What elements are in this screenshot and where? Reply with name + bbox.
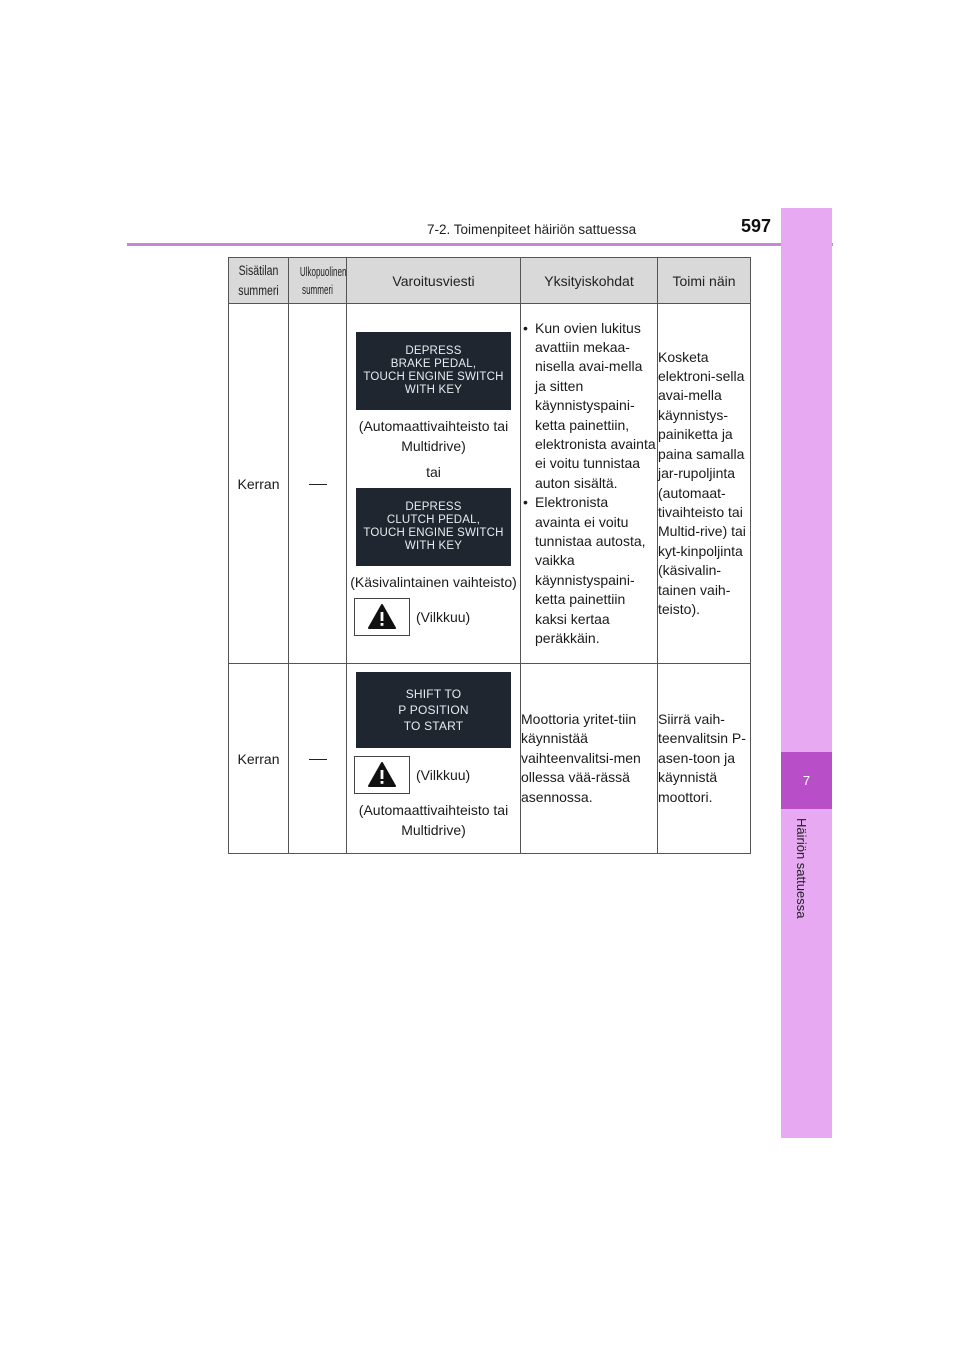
details-item: • Kun ovien lukitus avattiin mekaa-nisella avai-mella ja sitten käynnistyspaini-ketta painettiin, elektronista avainta ei voitu tunnistaa auton sisältä. <box>521 319 657 494</box>
or-text: tai <box>426 463 441 480</box>
display-message-shift <box>356 672 511 748</box>
display-line: P POSITION <box>398 702 469 717</box>
warning-triangle-icon <box>354 598 410 636</box>
header-exterior-buzzer <box>289 258 347 304</box>
action-cell <box>658 304 751 664</box>
header-action: Toimi näin <box>658 258 751 304</box>
action-text: Kosketa elektroni-sella avai-mella käynnistys-painiketta ja paina samalla jar-rupoljinta (automaat-tivaihteisto tai Multid-rive) tai kyt-kinpoljinta (käsivalin-tainen vaih-teisto). <box>658 348 746 617</box>
details-text: Moottoria yritet-tiin käynnistää vaihteenvalitsi-men ollessa vää-rässä asennossa. <box>521 710 641 805</box>
action-text: Siirrä vaih-teenvalitsin P-asen-toon ja käynnistä moottori. <box>658 710 746 805</box>
display-line: DEPRESS <box>405 500 462 513</box>
header-exterior-buzzer-line2: summeri <box>302 281 333 297</box>
table-header-row <box>229 258 751 304</box>
message-cell <box>347 664 521 854</box>
chapter-number-box <box>781 752 832 809</box>
warning-table <box>228 257 751 854</box>
caption-automatic: (Automaattivaihteisto tai Multidrive) <box>358 801 509 838</box>
header-exterior-buzzer-line1: Ulkopuolinen <box>299 263 347 279</box>
display-line: DEPRESS <box>405 344 462 357</box>
display-line: BRAKE PEDAL, <box>390 357 477 370</box>
caption-manual: (Käsivalintainen vaihteisto) <box>350 573 517 590</box>
display-message-brake <box>356 332 511 410</box>
display-line: TO START <box>403 718 464 733</box>
interior-buzzer-value: Kerran <box>237 475 280 492</box>
blink-label: (Vilkkuu) <box>416 608 471 625</box>
display-line: WITH KEY <box>404 539 463 552</box>
exterior-buzzer-cell <box>289 664 347 854</box>
display-line: TOUCH ENGINE SWITCH <box>363 370 504 383</box>
blink-label: (Vilkkuu) <box>416 766 471 783</box>
no-buzzer-dash <box>309 484 327 485</box>
interior-buzzer-value: Kerran <box>237 750 280 767</box>
no-buzzer-dash <box>309 759 327 760</box>
interior-buzzer-cell <box>229 664 289 854</box>
warning-triangle-icon <box>354 756 410 794</box>
details-item: • Elektronista avainta ei voitu tunnistaa autosta, vaikka käynnistyspaini-ketta painettiin kaksi kertaa peräkkäin. <box>521 493 657 648</box>
display-line: CLUTCH PEDAL, <box>386 513 481 526</box>
header-interior-buzzer-line1: Sisätilan <box>238 262 279 278</box>
display-line: SHIFT TO <box>405 686 462 701</box>
header-divider <box>127 243 833 246</box>
display-line: WITH KEY <box>404 383 463 396</box>
header-details: Yksityiskohdat <box>521 258 658 304</box>
interior-buzzer-cell <box>229 304 289 664</box>
blink-indicator <box>354 756 520 794</box>
chapter-side-tab <box>781 208 832 1138</box>
header-interior-buzzer-line2: summeri <box>238 282 279 298</box>
details-cell <box>521 304 658 664</box>
section-title: 7-2. Toimenpiteet häiriön sattuessa <box>427 222 637 237</box>
exterior-buzzer-cell <box>289 304 347 664</box>
chapter-title: Häiriön sattuessa <box>794 818 809 919</box>
message-cell <box>347 304 521 664</box>
blink-indicator <box>354 598 520 636</box>
table-row <box>229 664 751 854</box>
display-message-clutch <box>356 488 511 566</box>
display-line: TOUCH ENGINE SWITCH <box>363 526 504 539</box>
header-interior-buzzer <box>229 258 289 304</box>
table-row <box>229 304 751 664</box>
details-cell <box>521 664 658 854</box>
caption-automatic: (Automaattivaihteisto tai Multidrive) <box>358 417 509 454</box>
chapter-number: 7 <box>802 773 811 788</box>
header-message: Varoitusviesti <box>347 258 521 304</box>
action-cell <box>658 664 751 854</box>
page-number: 597 <box>741 216 772 236</box>
